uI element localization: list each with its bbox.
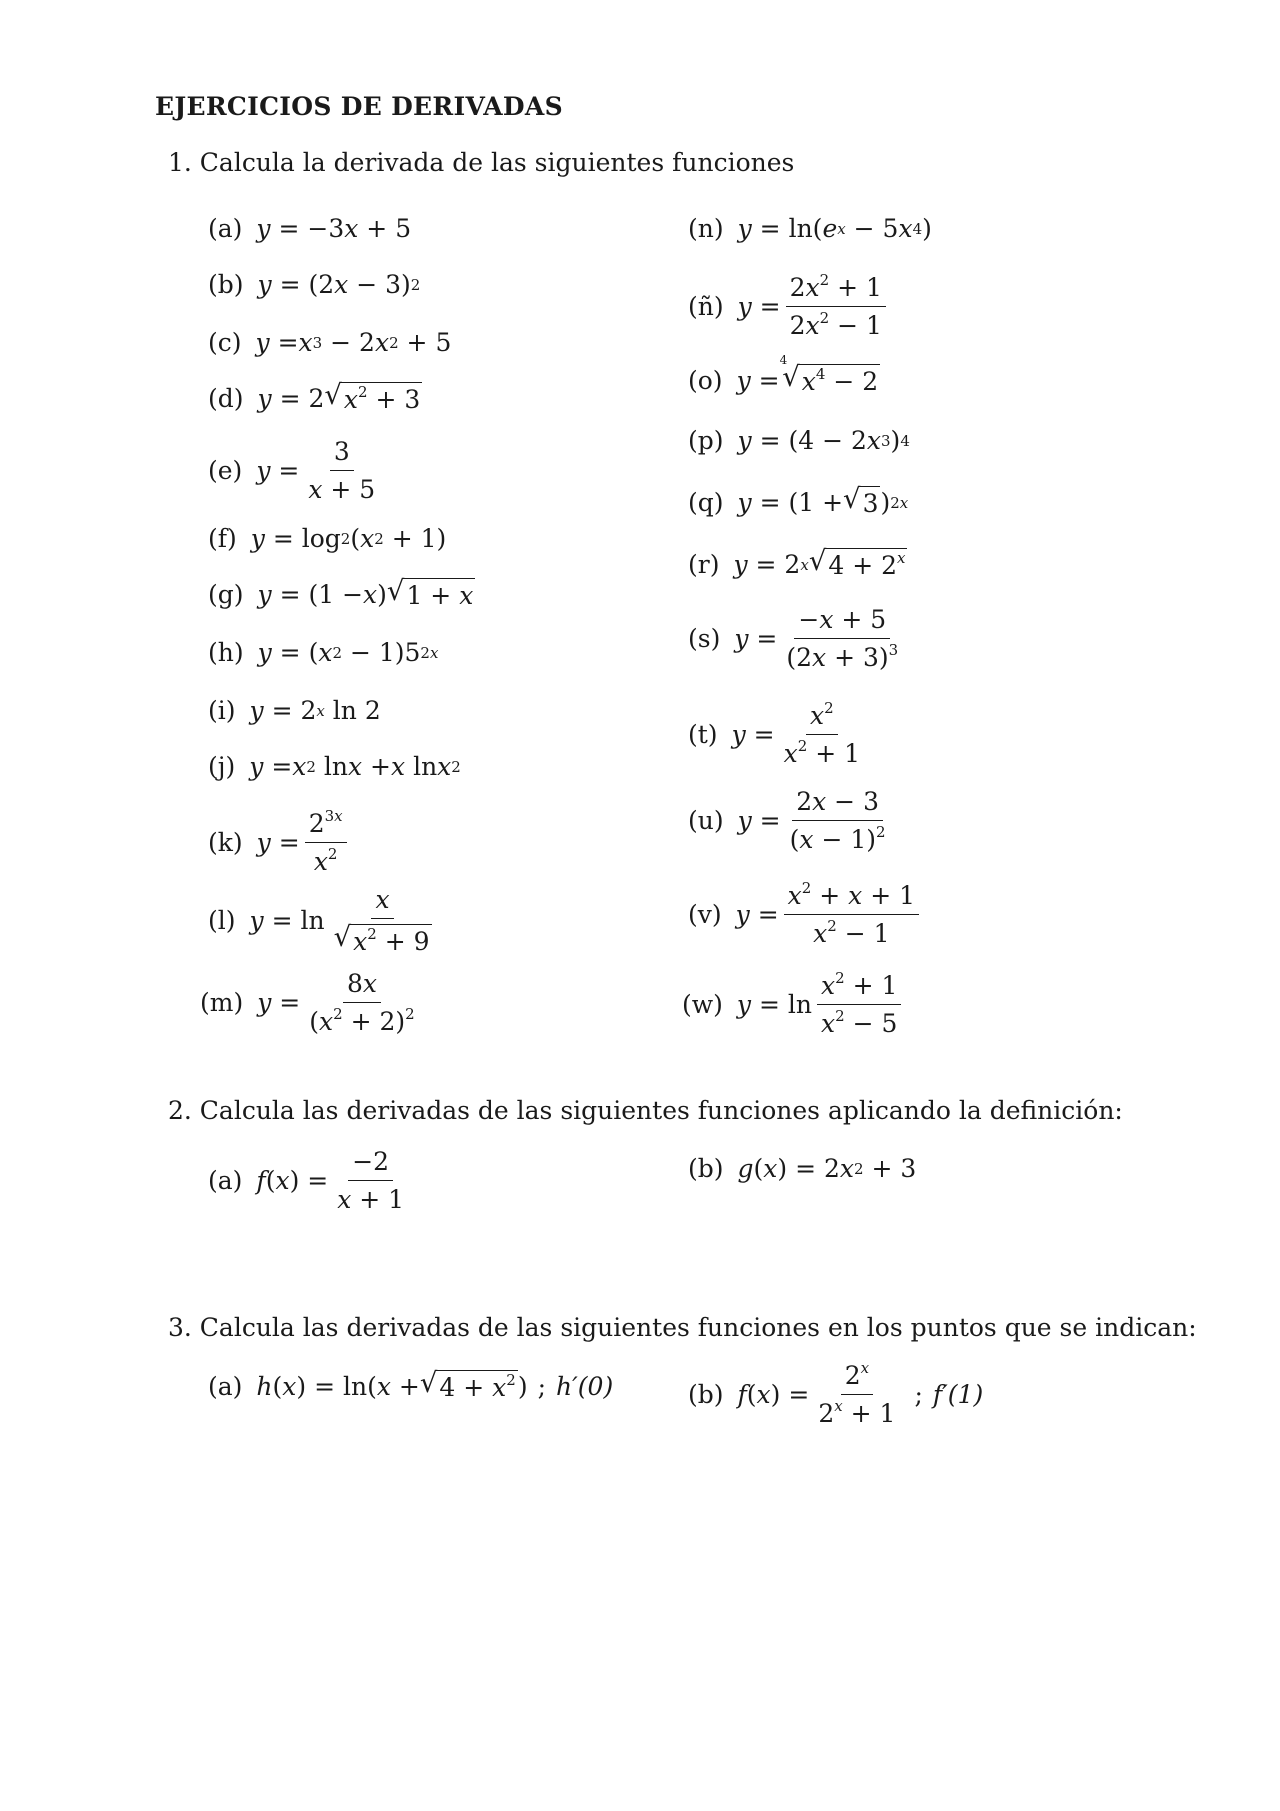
exercise-3b: (b) f ( x ) = $\frac{2^x}{2^x + 1}$ ; f′(1) <box>688 1359 984 1429</box>
exercise-label: (h) <box>208 638 244 667</box>
exercise-1a: (a) y = −3 x + 5 <box>208 214 412 243</box>
exercise-label: (c) <box>208 328 242 357</box>
exercise-1p: (p) y = (4 − 2 x 3 ) 4 <box>688 426 910 455</box>
evaluation-point: f′(1) <box>932 1380 984 1410</box>
exercise-label: (b) <box>688 1154 724 1183</box>
exercise-3a: (a) h ( x ) = ln( x + √ $4 + x^2$ ) ; h′(0) <box>208 1367 614 1402</box>
exercise-label: (t) <box>688 720 718 750</box>
exercise-2a: (a) f ( x ) = $\frac{-2}{x + 1}$ <box>208 1147 405 1215</box>
page-title: EJERCICIOS DE DERIVADAS <box>155 92 563 121</box>
exercise-label: (s) <box>688 624 721 654</box>
exercise-1j: (j) y = x 2 ln x + x ln x 2 <box>208 752 461 781</box>
exercise-1h: (h) y = ( x 2 − 1)5 2x <box>208 638 439 667</box>
exercise-label: (g) <box>208 580 244 609</box>
exercise-1g: (g) y = (1 − x ) √ 1 + x <box>208 575 474 610</box>
evaluation-point: h′(0) <box>556 1372 614 1401</box>
exercise-label: (e) <box>208 456 243 486</box>
exercise-label: (a) <box>208 1372 243 1401</box>
exercise-1f: (f) y = log 2 ( x 2 + 1) <box>208 524 447 553</box>
exercise-label: (a) <box>208 1166 243 1196</box>
exercise-label: (f) <box>208 524 237 553</box>
exercise-label: (d) <box>208 384 244 413</box>
exercise-2b: (b) g ( x ) = 2 x 2 + 3 <box>688 1154 917 1183</box>
exercise-1o: (o) y = 4 √ $x^4 - 2$ <box>688 353 879 396</box>
question-1-heading: 1. Calcula la derivada de las siguientes funciones <box>168 148 795 177</box>
exercise-1s: (s) y = $\frac{-x + 5}{(2x + 3)^3}$ <box>688 605 899 673</box>
exercise-label: (w) <box>682 990 723 1020</box>
exercise-label: (v) <box>688 900 722 930</box>
exercise-1enye: (ñ) y = $\frac{2x^2 + 1}{2x^2 - 1}$ <box>688 272 891 342</box>
exercise-1r: (r) y = 2 x √ $4 + 2^x$ <box>688 545 906 580</box>
exercise-label: (o) <box>688 366 723 395</box>
exercise-1q: (q) y = (1 + √ 3 ) 2x <box>688 483 909 518</box>
exercise-label: (q) <box>688 488 724 517</box>
exercise-label: (m) <box>200 988 244 1018</box>
exercise-label: (p) <box>688 426 724 455</box>
exercise-1w: (w) y = ln $\frac{x^2 + 1}{x^2 - 5}$ <box>682 970 906 1040</box>
exercise-1k: (k) y = $\frac{2^{3x}}{x^2}$ <box>208 808 352 878</box>
exercise-1u: (u) y = $\frac{2x - 3}{(x - 1)^2}$ <box>688 787 886 855</box>
exercise-1t: (t) y = $\frac{x^2}{x^2 + 1}$ <box>688 699 860 769</box>
exercise-1n: (n) y = ln( e x − 5 x 4 ) <box>688 214 932 243</box>
question-2-heading: 2. Calcula las derivadas de las siguientes funciones aplicando la definición: <box>168 1096 1123 1125</box>
exercise-1i: (i) y = 2 x ln 2 <box>208 696 381 725</box>
exercise-1v: (v) y = $\frac{x^2 + x + 1}{x^2 - 1}$ <box>688 880 924 950</box>
exercise-1c: (c) y = x 3 − 2 x 2 + 5 <box>208 328 452 357</box>
exercise-label: (l) <box>208 906 236 936</box>
exercise-label: (n) <box>688 214 724 243</box>
exercise-1d: (d) y = 2 √ $x^2 + 3$ <box>208 379 421 414</box>
question-3-heading: 3. Calcula las derivadas de las siguientes funciones en los puntos que se indican: <box>168 1313 1197 1342</box>
exercise-1l: (l) y = ln x √ $x^2 + 9$ <box>208 885 430 957</box>
exercise-label: (i) <box>208 696 236 725</box>
exercise-label: (b) <box>208 270 244 299</box>
exercise-label: (j) <box>208 752 236 781</box>
exercise-label: (a) <box>208 214 243 243</box>
exercise-1b: (b) y = (2 x − 3) 2 <box>208 270 421 299</box>
exercise-1m: (m) y = $\frac{8x}{(x^2 + 2)^2}$ <box>200 969 415 1037</box>
exercise-label: (u) <box>688 806 724 836</box>
exercise-label: (ñ) <box>688 292 724 322</box>
exercise-label: (r) <box>688 550 720 579</box>
exercise-1e: (e) y = $\frac{3}{x + 5}$ <box>208 437 376 505</box>
exercise-label: (b) <box>688 1380 724 1410</box>
exercise-label: (k) <box>208 828 243 858</box>
